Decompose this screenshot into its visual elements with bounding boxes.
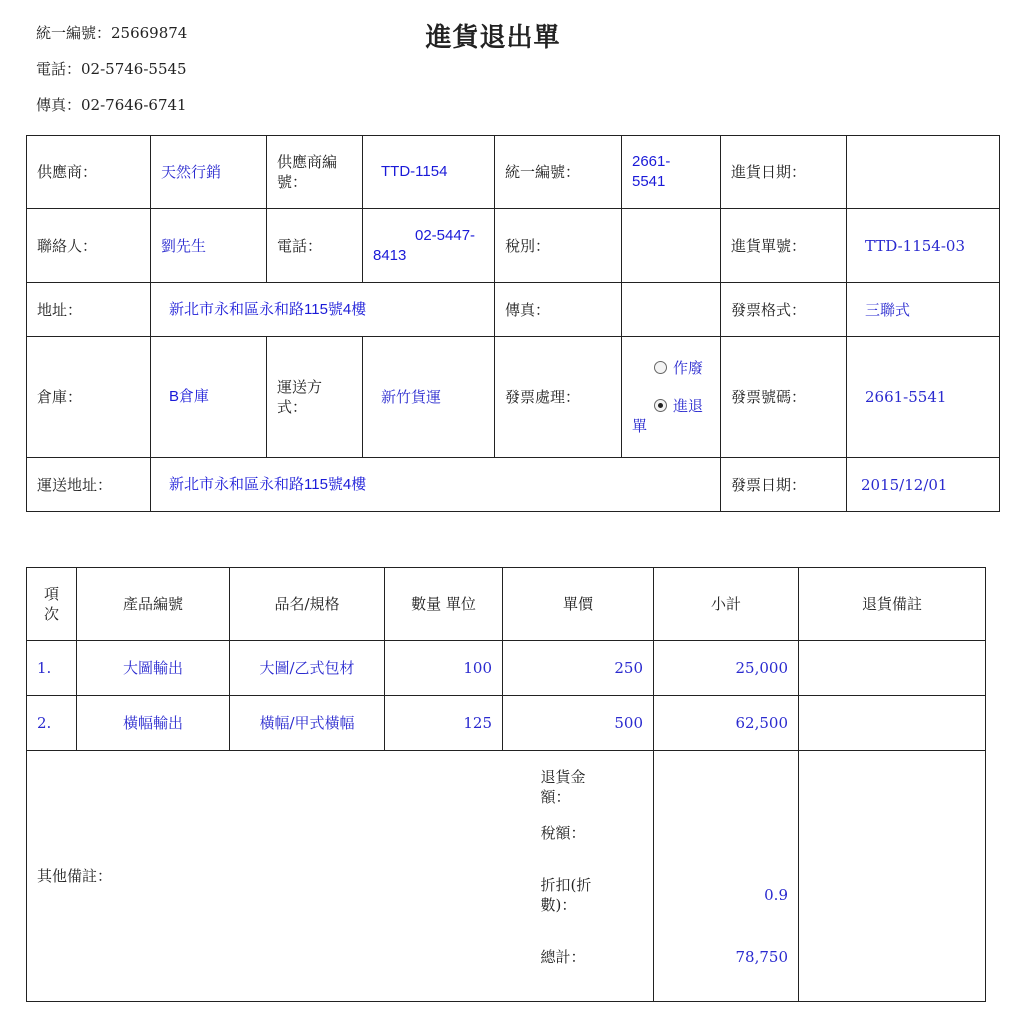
items-table <box>26 567 986 1002</box>
invoice-handling-options <box>622 337 721 458</box>
tax-id-label: 統一編號： <box>495 136 622 209</box>
summary-empty-cell <box>799 751 986 1002</box>
company-phone: 電話：02-5746-5545 <box>36 60 187 78</box>
row-name-spec: 大圖/乙式包材 <box>230 641 385 696</box>
company-fax: 傳真：02-7646-6741 <box>36 96 187 114</box>
row-note <box>799 641 986 696</box>
supplier-label: 供應商： <box>27 136 151 209</box>
header-qty-unit: 數量 單位 <box>385 568 503 641</box>
fax-value <box>622 283 721 337</box>
radio-return-icon[interactable] <box>654 399 667 412</box>
shipping-method-value: 新竹貨運 <box>363 337 495 458</box>
row-qty: 100 <box>385 641 503 696</box>
summary-values <box>654 751 799 1002</box>
fax-label: 傳真： <box>495 283 622 337</box>
header-product-no: 產品編號 <box>77 568 230 641</box>
company-tax-id: 統一編號：25669874 <box>36 24 188 42</box>
phone-label: 電話： <box>267 209 363 283</box>
radio-option-return[interactable] <box>632 396 716 436</box>
table-row <box>27 696 986 751</box>
row-product-no: 橫幅輸出 <box>77 696 230 751</box>
contact-value: 劉先生 <box>151 209 267 283</box>
invoice-handling-label: 發票處理： <box>495 337 622 458</box>
info-table <box>26 135 1000 512</box>
invoice-no-value: 2661-5541 <box>847 337 1000 458</box>
phone-text: 02-5447-8413 <box>373 226 476 264</box>
header-return-note: 退貨備註 <box>799 568 986 641</box>
purchase-date-value <box>847 136 1000 209</box>
invoice-date-label: 發票日期： <box>721 458 847 512</box>
row-subtotal: 62,500 <box>654 696 799 751</box>
radio-option-void[interactable] <box>632 358 716 378</box>
total-value: 78,750 <box>735 948 788 966</box>
table-row <box>27 641 986 696</box>
header-index-text: 項次 <box>43 585 59 623</box>
return-amount-label: 退貨金額： <box>540 768 586 806</box>
shipping-method-text: 運送方式： <box>277 378 323 416</box>
row-index: 2. <box>27 696 77 751</box>
tax-type-value <box>622 209 721 283</box>
other-notes-cell <box>27 751 503 1002</box>
row-price: 250 <box>503 641 654 696</box>
header-index <box>27 568 77 641</box>
invoice-format-label: 發票格式： <box>721 283 847 337</box>
discount-label: 折扣(折數)： <box>540 876 592 914</box>
contact-label: 聯絡人： <box>27 209 151 283</box>
other-notes-label: 其他備註： <box>37 867 113 885</box>
invoice-date-value: 2015/12/01 <box>847 458 1000 512</box>
address-label: 地址： <box>27 283 151 337</box>
supplier-no-value: TTD-1154 <box>363 136 495 209</box>
tax-type-label: 稅別： <box>495 209 622 283</box>
row-product-no: 大圖輸出 <box>77 641 230 696</box>
warehouse-value: B倉庫 <box>151 337 267 458</box>
purchase-date-label: 進貨日期： <box>721 136 847 209</box>
header-name-spec: 品名/規格 <box>230 568 385 641</box>
phone-value <box>363 209 495 283</box>
tax-amount-label: 稅額： <box>540 824 586 842</box>
radio-void-icon[interactable] <box>654 361 667 374</box>
tax-id-value <box>622 136 721 209</box>
radio-return-label: 進退單 <box>632 397 704 435</box>
supplier-value: 天然行銷 <box>151 136 267 209</box>
radio-void-label: 作廢 <box>673 359 704 377</box>
shipping-address-value: 新北市永和區永和路115號4樓 <box>151 458 721 512</box>
supplier-no-label: 供應商編號： <box>267 136 363 209</box>
row-qty: 125 <box>385 696 503 751</box>
total-label: 總計： <box>540 948 586 966</box>
row-note <box>799 696 986 751</box>
invoice-no-label: 發票號碼： <box>721 337 847 458</box>
purchase-no-value: TTD-1154-03 <box>847 209 1000 283</box>
header-unit-price: 單價 <box>503 568 654 641</box>
tax-id-text: 2661-5541 <box>632 153 671 190</box>
document-title: 進貨退出單 <box>425 23 561 53</box>
warehouse-label: 倉庫： <box>27 337 151 458</box>
header-subtotal: 小計 <box>654 568 799 641</box>
shipping-method-label <box>267 337 363 458</box>
address-value: 新北市永和區永和路115號4樓 <box>151 283 495 337</box>
row-index: 1. <box>27 641 77 696</box>
shipping-address-label: 運送地址： <box>27 458 151 512</box>
purchase-no-label: 進貨單號： <box>721 209 847 283</box>
row-subtotal: 25,000 <box>654 641 799 696</box>
row-price: 500 <box>503 696 654 751</box>
summary-labels <box>503 751 654 1002</box>
row-name-spec: 橫幅/甲式橫幅 <box>230 696 385 751</box>
invoice-format-value: 三聯式 <box>847 283 1000 337</box>
discount-value: 0.9 <box>764 886 788 904</box>
